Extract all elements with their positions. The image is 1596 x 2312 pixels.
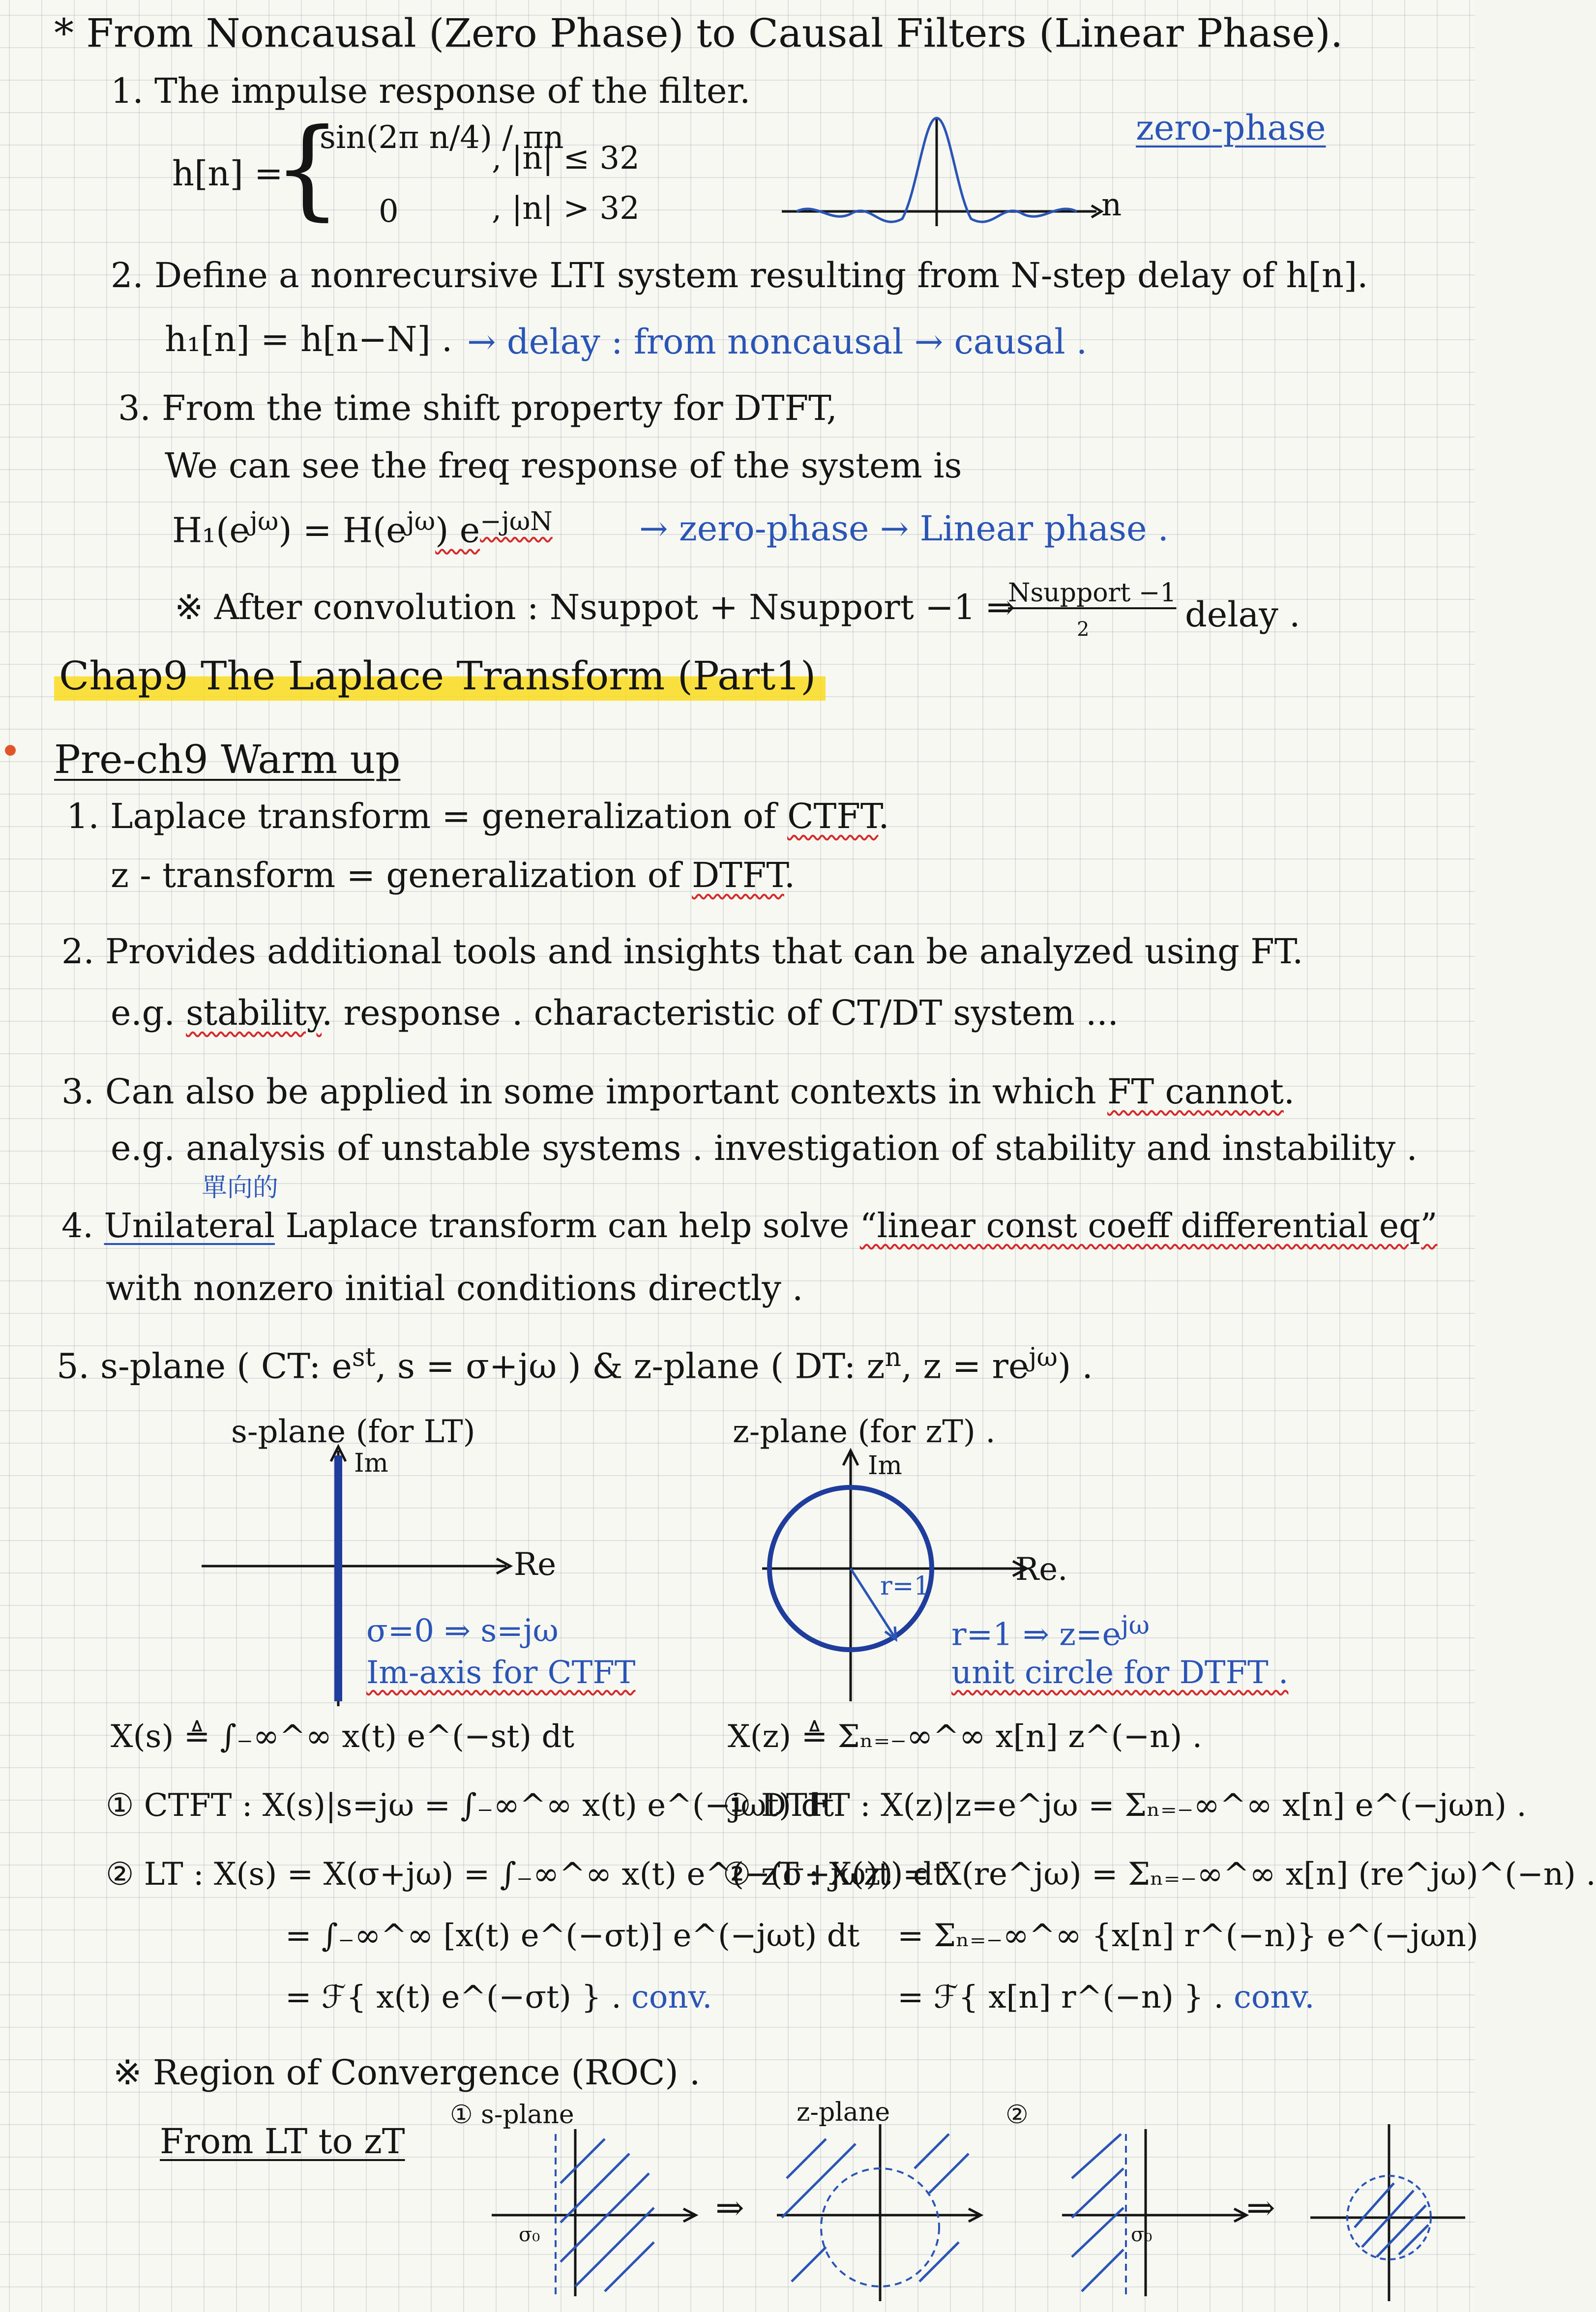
splane-title: s-plane (for LT) — [231, 1414, 475, 1450]
lt-line1: ② LT : X(s) = X(σ+jω) = ∫₋∞^∞ x(t) e^(−(σ+jω)t) dt — [106, 1856, 946, 1893]
item3-note: → zero-phase → Linear phase . — [639, 508, 1169, 549]
splane-re-label: Re — [514, 1546, 557, 1583]
delay-word: delay . — [1185, 594, 1300, 635]
case1-expression: sin(2π n/4) / πn — [320, 119, 564, 156]
splane-note2: Im-axis for CTFT — [366, 1655, 636, 1691]
item2-text: 2. Define a nonrecursive LTI system resulting from N-step delay of h[n]. — [111, 255, 1368, 296]
case1-condition: , |n| ≤ 32 — [492, 140, 640, 177]
roc-case1-zplane-label: z-plane — [797, 2098, 890, 2127]
item2-note: → delay : from noncausal → causal . — [467, 322, 1088, 362]
roc-zplane-outside — [772, 2119, 998, 2306]
warmup-item2-line1: 2. Provides additional tools and insights that can be analyzed using FT. — [61, 931, 1303, 972]
unilateral-annotation: 單向的 — [202, 1173, 279, 1203]
zplane-note1: r=1 ⇒ $z=e^{j\omega}$ — [951, 1611, 1150, 1653]
warmup-item2-line2: e.g. stability. response . characteristic of CT/DT system ... — [111, 993, 1119, 1033]
lt-definition: X(s) ≜ ∫₋∞^∞ x(t) e^(−st) dt — [111, 1719, 575, 1755]
chapter-title: Chap9 The Laplace Transform (Part1) — [54, 656, 826, 701]
roc1-sigma-label: σ₀ — [519, 2223, 540, 2246]
item3-line1: 3. From the time shift property for DTFT, — [118, 388, 837, 428]
roc2z-hatch — [1355, 2183, 1428, 2257]
roc2-arrow: ⇒ — [1246, 2188, 1275, 2228]
roc1-arrow: ⇒ — [715, 2188, 744, 2228]
roc2-hatch — [1072, 2134, 1123, 2291]
warmup-item3-line1: 3. Can also be applied in some important contexts in which FT cannot. — [61, 1071, 1295, 1112]
roc-zplane-inside — [1308, 2119, 1470, 2306]
piecewise-brace: { — [273, 105, 342, 231]
convolution-note: ※ After convolution : Nsuppot + Nsupport −1 ⇒ — [175, 587, 1016, 627]
lt-line2: = ∫₋∞^∞ [x(t) e^(−σt)] e^(−jωt) dt — [285, 1918, 860, 1954]
roc-case2-label: ② — [1005, 2100, 1029, 2130]
plot-n-label: n — [1101, 187, 1122, 223]
item2-equation: h₁[n] = h[n−N] . — [165, 319, 453, 359]
case2-expression: 0 — [379, 193, 399, 230]
roc-splane-right-half — [487, 2124, 713, 2301]
warmup-item4-line1: 4. Unilateral Laplace transform can help solve “linear const coeff differential eq” — [61, 1207, 1438, 1245]
zplane-radius-label: r=1 — [880, 1571, 930, 1601]
delay-fraction-numerator: Nsupport −1 — [1008, 578, 1177, 608]
splane-note1: σ=0 ⇒ s=jω — [366, 1613, 559, 1649]
bullet-dot — [5, 745, 16, 756]
roc1z-hatch — [782, 2134, 969, 2282]
h-n-label: h[n] = — [172, 153, 283, 194]
zt-definition: X(z) ≜ Σₙ₌₋∞^∞ x[n] z^(−n) . — [728, 1719, 1203, 1755]
warmup-item1b: z - transform = generalization of DTFT. — [111, 855, 796, 895]
zt-line1: ② zT : X(z) = X(re^jω) = Σₙ₌₋∞^∞ x[n] (re^jω)^(−n) . — [723, 1856, 1596, 1893]
item1-text: 1. The impulse response of the filter. — [111, 71, 751, 111]
roc-title: ※ Region of Convergence (ROC) . — [113, 2052, 701, 2093]
zplane-title: z-plane (for zT) . — [733, 1414, 996, 1450]
item3-line2: We can see the freq response of the system is — [165, 445, 962, 486]
zt-dtft: ① DTFT : X(z)|z=e^jω = Σₙ₌₋∞^∞ x[n] e^(−jωn) . — [723, 1787, 1527, 1824]
warmup-item1a: 1. Laplace transform = generalization of CTFT. — [66, 796, 889, 836]
roc-case1-label: ① s-plane — [450, 2100, 574, 2130]
warmup-item4-line2: with nonzero initial conditions directly . — [106, 1268, 803, 1308]
lt-line3: = ℱ{ x(t) e^(−σt) } . conv. — [285, 1979, 712, 2016]
zt-line2: = Σₙ₌₋∞^∞ {x[n] r^(−n)} e^(−jωn) — [897, 1918, 1478, 1954]
zplane-note2: unit circle for DTFT . — [951, 1655, 1289, 1691]
roc2-sigma-label: σ₀ — [1131, 2223, 1153, 2246]
lt-ctft: ① CTFT : X(s)|s=jω = ∫₋∞^∞ x(t) e^(−jωt) dt — [106, 1787, 834, 1824]
delay-fraction-denominator: 2 — [1077, 618, 1090, 641]
sinc-plot — [777, 108, 1121, 231]
item3-equation: $H_1(e^{j\omega}) = H(e^{j\omega})$ $e^{-j\omega N}$ — [172, 507, 553, 551]
warmup-item3-line2: e.g. analysis of unstable systems . investigation of stability and instability . — [111, 1128, 1418, 1168]
zplane-im-label: Im — [868, 1451, 902, 1481]
zplane-re-label: Re. — [1015, 1551, 1068, 1588]
splane-im-label: Im — [354, 1449, 388, 1478]
section-title: * From Noncausal (Zero Phase) to Causal Filters (Linear Phase). — [54, 10, 1343, 56]
zt-line3: = ℱ{ x[n] r^(−n) } . conv. — [897, 1979, 1315, 2016]
warmup-item5: 5. s-plane ( CT: $e^{st}$, s = σ+jω ) & z-plane ( DT: $z^n$, $z = re^{j\omega}$) . — [57, 1343, 1093, 1387]
roc-subtitle: From LT to zT — [160, 2121, 405, 2162]
zero-phase-note: zero-phase — [1136, 108, 1326, 148]
roc-splane-left-half — [1057, 2124, 1264, 2306]
warmup-title: Pre-ch9 Warm up — [54, 737, 401, 782]
case2-condition: , |n| > 32 — [492, 190, 640, 227]
